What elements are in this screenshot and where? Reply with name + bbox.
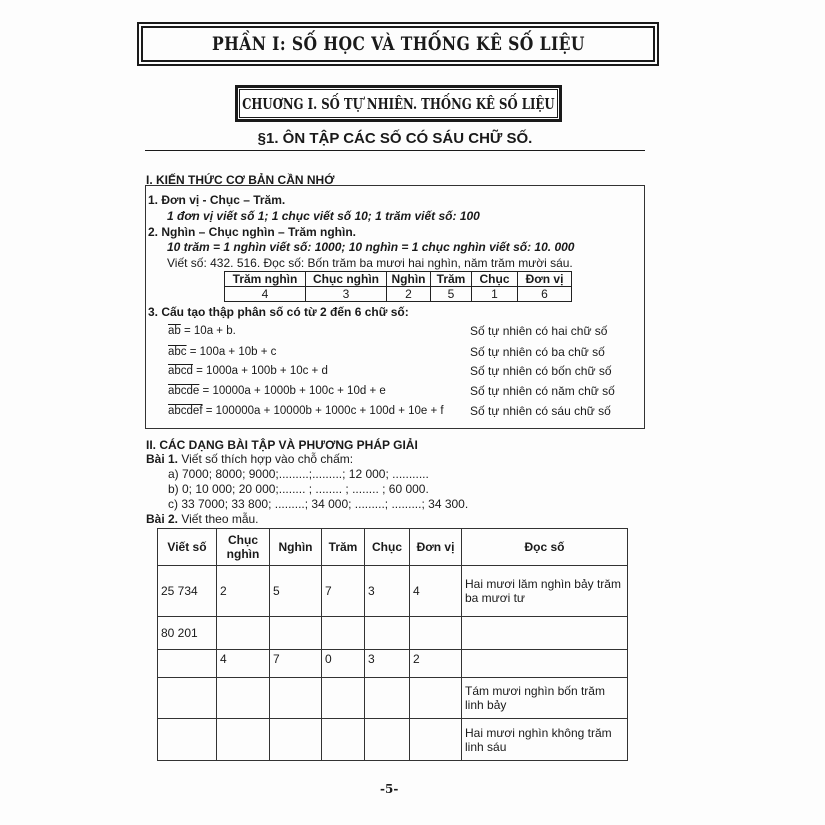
cell-reading[interactable] [462, 650, 628, 678]
cell-units: 2 [410, 650, 462, 678]
pv-header: Trăm nghìn [225, 272, 306, 287]
example-text: Viết số: 432. 516. Đọc số: Bốn trăm ba mươi hai nghìn, năm trăm mười sáu. [167, 256, 573, 270]
cell-units[interactable] [410, 678, 462, 719]
ex-header: Nghìn [270, 529, 322, 566]
cell-thousands[interactable] [270, 678, 322, 719]
pv-value: 2 [387, 287, 431, 302]
exercise-2-label: Bài 2. [146, 512, 179, 526]
formula-row [168, 364, 328, 378]
cell-hundreds: 7 [322, 566, 365, 617]
pv-header: Chục nghìn [306, 272, 387, 287]
cell-reading[interactable] [462, 617, 628, 650]
formula-desc: Số tự nhiên có bốn chữ số [470, 364, 612, 378]
item1-text: 1 đơn vị viết số 1; 1 chục viết số 10; 1 trăm viết số: 100 [167, 209, 480, 223]
section-divider [145, 150, 645, 151]
table-row [158, 566, 628, 617]
ex-header: Chục nghìn [217, 529, 270, 566]
formula-row [168, 404, 444, 418]
place-value-row [225, 287, 572, 302]
formula-rhs: = 100000a + 10000b + 1000c + 100d + 10e + f [202, 405, 444, 417]
cell-units: 4 [410, 566, 462, 617]
cell-ten-thousands[interactable] [217, 617, 270, 650]
exercise-1-line-c: c) 33 7000; 33 800; .........; 34 000; .........; .........; 34 300. [168, 497, 469, 511]
cell-units[interactable] [410, 719, 462, 761]
page-number: -5- [380, 782, 399, 796]
cell-tens[interactable] [365, 678, 410, 719]
cell-ten-thousands[interactable] [217, 719, 270, 761]
pv-value: 1 [472, 287, 518, 302]
exercise-2-prompt [146, 512, 259, 526]
cell-tens[interactable] [365, 617, 410, 650]
heading-exercises: II. CÁC DẠNG BÀI TẬP VÀ PHƯƠNG PHÁP GIẢI [146, 438, 418, 452]
cell-written: 80 201 [158, 617, 217, 650]
cell-ten-thousands: 2 [217, 566, 270, 617]
ex-header: Chục [365, 529, 410, 566]
pv-value: 3 [306, 287, 387, 302]
cell-hundreds[interactable] [322, 678, 365, 719]
chapter-title-box [235, 85, 562, 122]
cell-written[interactable] [158, 719, 217, 761]
cell-units[interactable] [410, 617, 462, 650]
cell-written: 25 734 [158, 566, 217, 617]
cell-thousands[interactable] [270, 617, 322, 650]
ex-header: Đọc số [462, 529, 628, 566]
formula-overline: abcd [168, 365, 193, 377]
pv-header: Đơn vị [518, 272, 572, 287]
table-row [158, 650, 628, 678]
cell-ten-thousands[interactable] [217, 678, 270, 719]
cell-tens: 3 [365, 650, 410, 678]
part-title: PHẦN I: SỐ HỌC VÀ THỐNG KÊ SỐ LIỆU [211, 33, 585, 55]
formula-rhs: = 10a + b. [180, 325, 236, 337]
formula-desc: Số tự nhiên có sáu chữ số [470, 404, 611, 418]
formula-row [168, 324, 236, 338]
formula-desc: Số tự nhiên có năm chữ số [470, 384, 615, 398]
formula-overline: $\overline{ab}$ [168, 325, 181, 337]
cell-hundreds[interactable] [322, 719, 365, 761]
chapter-title: CHUƠNG I. SỐ TỰ NHIÊN. THỐNG KÊ SỐ LIỆU [242, 94, 555, 113]
item1-title: 1. Đơn vị - Chục – Trăm. [148, 193, 286, 207]
item2-text: 10 trăm = 1 nghìn viết số: 1000; 10 nghìn = 1 chục nghìn viết số: 10. 000 [167, 240, 575, 254]
exercise-table-header-row [158, 529, 628, 566]
pv-value: 4 [225, 287, 306, 302]
formula-desc: Số tự nhiên có ba chữ số [470, 345, 605, 359]
exercise-1-text: Viết số thích hợp vào chỗ chấm: [178, 452, 354, 466]
exercise-1-line-a: a) 7000; 8000; 9000;.........;.........; 12 000; ........... [168, 467, 429, 481]
part-title-box [137, 22, 659, 66]
cell-reading: Hai mươi nghìn không trăm linh sáu [462, 719, 628, 761]
heading-basic-knowledge: I. KIẾN THỨC CƠ BẢN CẦN NHỚ [146, 173, 335, 187]
pv-header: Trăm [431, 272, 472, 287]
cell-tens[interactable] [365, 719, 410, 761]
place-value-header-row [225, 272, 572, 287]
pv-header: Chục [472, 272, 518, 287]
table-row [158, 617, 628, 650]
cell-thousands: 5 [270, 566, 322, 617]
place-value-table [224, 271, 572, 302]
formula-overline: abcde [168, 385, 200, 397]
ex-header: Viết số [158, 529, 217, 566]
exercise-2-table [157, 528, 628, 761]
exercise-2-text: Viết theo mẫu. [178, 512, 259, 526]
cell-hundreds[interactable] [322, 617, 365, 650]
cell-reading: Hai mươi lăm nghìn bảy trăm ba mươi tư [462, 566, 628, 617]
cell-ten-thousands: 4 [217, 650, 270, 678]
ex-header: Trăm [322, 529, 365, 566]
formula-row [168, 384, 386, 398]
exercise-1-label: Bài 1. [146, 452, 179, 466]
formula-desc: Số tự nhiên có hai chữ số [470, 324, 608, 338]
formula-row [168, 345, 276, 359]
cell-reading: Tám mươi nghìn bốn trăm linh bảy [462, 678, 628, 719]
cell-thousands: 7 [270, 650, 322, 678]
ex-header: Đơn vị [410, 529, 462, 566]
formula-rhs: = 100a + 10b + c [186, 346, 277, 358]
pv-value: 5 [431, 287, 472, 302]
formula-rhs: = 10000a + 1000b + 100c + 10d + e [199, 385, 386, 397]
cell-tens: 3 [365, 566, 410, 617]
formula-overline: abcdef [168, 405, 203, 417]
section-title: §1. ÔN TẬP CÁC SỐ CÓ SÁU CHỮ SỐ. [257, 130, 533, 147]
item3-title: 3. Cấu tạo thập phân số có từ 2 đến 6 chữ số: [148, 305, 409, 319]
item2-title: 2. Nghìn – Chục nghìn – Trăm nghìn. [148, 225, 357, 239]
table-row [158, 719, 628, 761]
pv-value: 6 [518, 287, 572, 302]
cell-written[interactable] [158, 650, 217, 678]
pv-header: Nghìn [387, 272, 431, 287]
exercise-1-prompt [146, 452, 353, 466]
formula-overline: $\overline{abc}$ [168, 346, 187, 358]
cell-written[interactable] [158, 678, 217, 719]
formula-rhs: = 1000a + 100b + 10c + d [192, 365, 328, 377]
table-row [158, 678, 628, 719]
cell-thousands[interactable] [270, 719, 322, 761]
exercise-1-line-b: b) 0; 10 000; 20 000;........ ; ........ ; ........ ; 60 000. [168, 482, 429, 496]
cell-hundreds: 0 [322, 650, 365, 678]
